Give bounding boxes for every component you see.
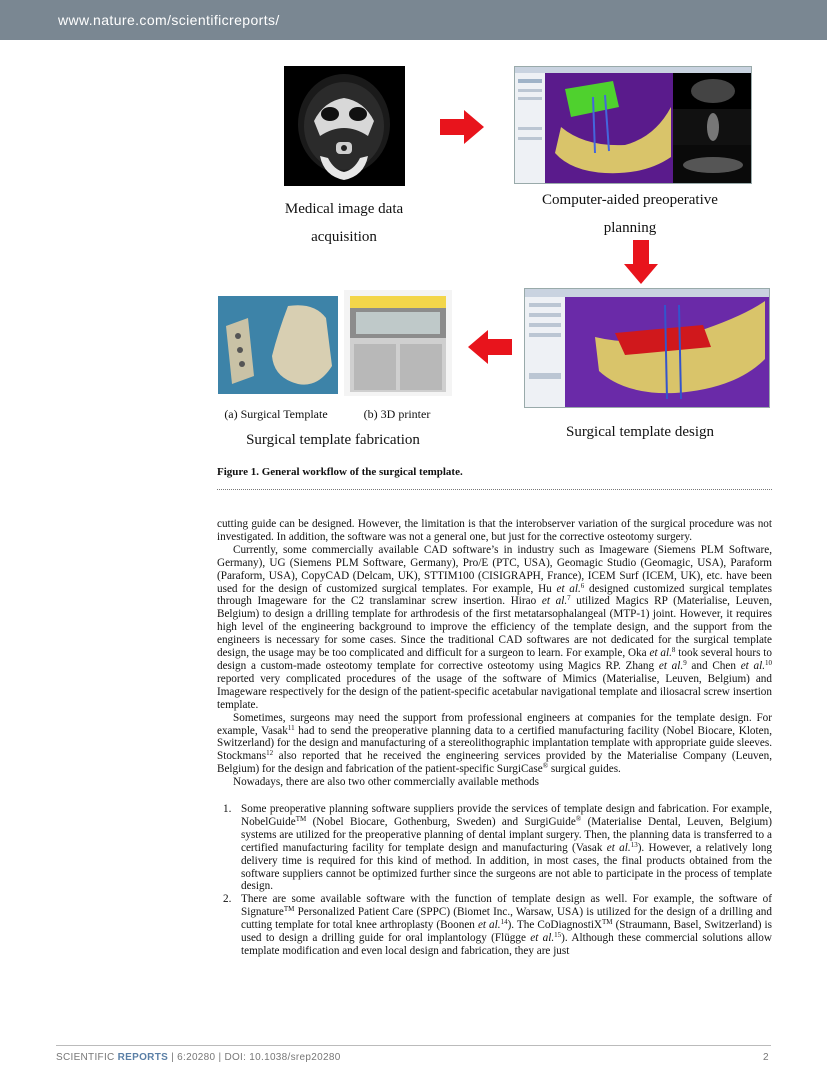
step4b-label: (b) 3D printer (363, 407, 431, 421)
paragraph-3: Sometimes, surgeons may need the support from professional engineers at companies for the template design. For example, Vasak$^{11}$ had to send the preoperative planning data to a certified manufacturing facility (Nobel Biocare, Kloten, Switzerland) for the design and manufacturing of a stereolithographic implantation template with appropriate guide sleeves. Stockmans$^{12}$ also reported that he received the engineering services provided by the Materialise Company (Leuven, Belgium) for the design and fabrication of the patient-specific SurgiCase® surgical guides. (217, 711, 772, 776)
3d-printer-photo (344, 290, 452, 396)
planning-software-screenshot (514, 66, 752, 184)
ref-link[interactable]: 14 (500, 918, 508, 927)
ref-link[interactable]: 9 (683, 658, 687, 667)
arrow-down-icon (624, 240, 658, 284)
journal-brand-accent: REPORTS (117, 1052, 169, 1063)
caption-divider (217, 489, 772, 490)
footer-divider (56, 1045, 771, 1046)
site-url-link[interactable]: www.nature.com/scientificreports/ (58, 12, 280, 28)
paragraph-4: Nowadays, there are also two other commercially available methods (233, 776, 539, 789)
ct-scan-image (284, 66, 405, 186)
step2-label-line2: planning (603, 220, 657, 236)
step3-label: Surgical template design (565, 424, 715, 440)
ref-link[interactable]: 11 (287, 723, 295, 732)
step4-label: Surgical template fabrication (246, 432, 420, 448)
figure-caption: Figure 1. General workflow of the surgical template. (217, 466, 463, 478)
ref-link[interactable]: 13 (630, 840, 638, 849)
footer-citation (56, 1052, 341, 1063)
surgical-template-photo (218, 296, 338, 394)
ref-link[interactable]: 6 (580, 581, 585, 590)
ref-link[interactable]: 15 (554, 931, 562, 940)
step4a-label: (a) Surgical Template (224, 407, 328, 421)
step2-label (520, 186, 740, 242)
article-body (217, 518, 772, 958)
site-header-bar (0, 0, 827, 40)
paragraph-2: Currently, some commercially available CAD software’s in industry such as Imageware (Siemens PLM Software, Germany), UG (Siemens PLM Software, Germany), Pro/E (PTC, USA), Geomagic Studio (Geomagic, USA), Paraform (Paraform, USA), CopyCAD (Delcam, UK), STTIM100 (CISIGRAPH, France), ICEM Surf (ICEM, UK), etc. have been used for the design of customized surgical templates. For example, Hu et al.$^6$ designed customized surgical templates through Imageware for the C2 translaminar screw insertion. Hirao et al.$^7$ utilized Magics RP (Materialise, Leuven, Belgium) to design a drilling template for arthrodesis of the first metatarsophalangeal (MTP-1) joint. However, it requires high level of the engineering background to improve the efficiency of the template design, and the support from the engineers is necessary for some cases. Since the traditional CAD softwares are not dedicated for the surgical template design, the usage may be too complicated and difficult for a surgeon to learn. For example, Oka et al.$^8$ took several hours to design a custom-made osteotomy template for corrective osteotomy using Magics RP. Zhang et al.$^9$ and Chen et al.$^{10}$ reported very complicated procedures of the usage of the software of Mimics (Materialise, Leuven, Belgium) and Imageware respectively for the design of the patient-specific acetabular navigational template and iliosacral screw insertion template. (217, 543, 773, 711)
step2-label-line1: Computer-aided preoperative (542, 192, 718, 208)
page-number: 2 (763, 1052, 769, 1063)
step1-label-line2: acquisition (311, 229, 377, 245)
ref-link[interactable]: 10 (765, 658, 773, 667)
template-design-screenshot (524, 288, 770, 408)
arrow-right-icon (440, 110, 484, 144)
ref-link[interactable]: 7 (567, 594, 571, 603)
list-item: 2. There are some available software with the function of template design as well. For example, the software of Signature™ Personalized Patient Care (SPPC) (Biomet Inc., Warsaw, USA) is utilized for the design of a drilling and cutting template for total knee arthroplasty (Boonen et al.$^{14}$). The CoDiagnostiX™ (Straumann, Basel, Switzerland) is used to design a drilling guide for oral implantology (Flügge et al.$^{15}$). Although these commercial solutions allow template modification and even local design and fabrication, they are just (223, 893, 772, 957)
journal-brand: SCIENTIFIC (56, 1052, 118, 1063)
list-item: 1. Some preoperative planning software suppliers provide the services of template design and fabrication. For example, NobelGuide™ (Nobel Biocare, Gothenburg, Sweden) and SurgiGuide® (Materialise Dental, Leuven, Belgium) systems are utilized for the preoperative planning of dental implant surgery. Then, the planning data is transferred to a certified manufacturing facility for template design and manufacturing (Vasak et al.$^{13}$). However, a relatively long delivery time is required for this kind of method. In addition, in most cases, the final products obtained from the software suppliers cannot be optimized further since the surgeons are not able to participate in the process of template design. (223, 803, 772, 893)
step1-label (264, 195, 424, 251)
ref-link[interactable]: 8 (671, 646, 676, 655)
ref-link[interactable]: 12 (266, 749, 274, 758)
doi-citation: | 6:20280 | DOI: 10.1038/srep20280 (168, 1052, 341, 1063)
arrow-left-icon (468, 330, 512, 364)
numbered-list (217, 803, 772, 958)
step1-label-line1: Medical image data (284, 201, 404, 217)
paragraph-1: cutting guide can be designed. However, the limitation is that the interobserver variation of the surgical procedure was not investigated. In addition, the software was not a general one, but just for the corrective osteotomy surgery. (217, 518, 772, 543)
